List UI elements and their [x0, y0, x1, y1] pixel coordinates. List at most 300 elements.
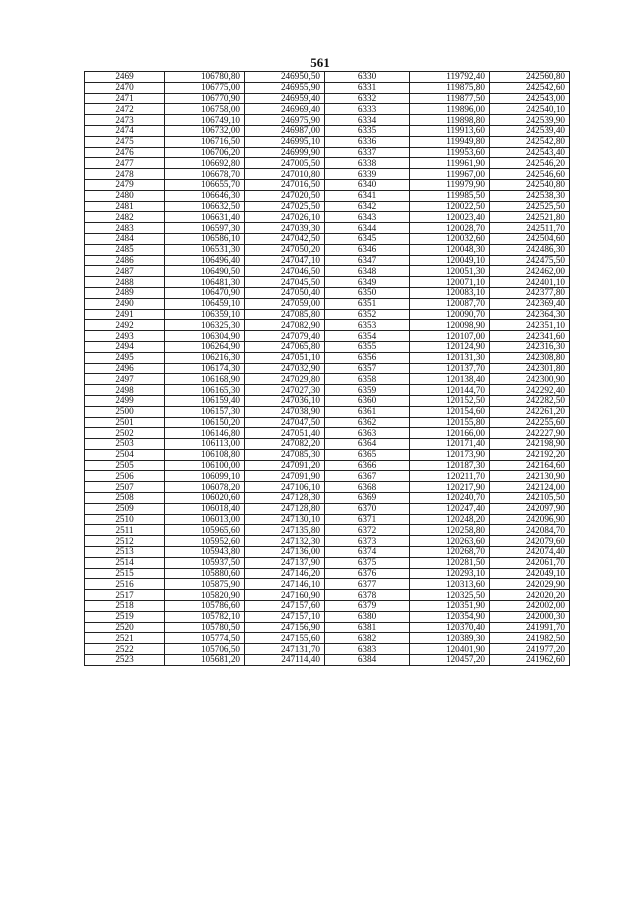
x-coordinate-left: 105880,60 — [165, 568, 245, 579]
x-coordinate-left: 106655,70 — [165, 179, 245, 190]
table-row — [85, 223, 570, 234]
x-coordinate-right: 120138,40 — [410, 374, 490, 385]
y-coordinate-right: 242096,90 — [490, 514, 570, 525]
point-number-right: 6378 — [325, 590, 410, 601]
x-coordinate-right: 119979,90 — [410, 179, 490, 190]
table-row — [85, 482, 570, 493]
y-coordinate-right: 241977,20 — [490, 644, 570, 655]
y-coordinate-right: 242020,20 — [490, 590, 570, 601]
point-number-right: 6371 — [325, 514, 410, 525]
y-coordinate-right: 242300,90 — [490, 374, 570, 385]
x-coordinate-right: 120107,00 — [410, 331, 490, 342]
point-number-right: 6338 — [325, 158, 410, 169]
point-number-right: 6366 — [325, 460, 410, 471]
x-coordinate-right: 120268,70 — [410, 547, 490, 558]
point-number-right: 6348 — [325, 266, 410, 277]
table-row — [85, 471, 570, 482]
point-number-left: 2496 — [85, 363, 165, 374]
point-number-right: 6330 — [325, 72, 410, 83]
x-coordinate-right: 120049,10 — [410, 255, 490, 266]
x-coordinate-left: 106150,20 — [165, 417, 245, 428]
x-coordinate-left: 106692,80 — [165, 158, 245, 169]
x-coordinate-left: 106100,00 — [165, 460, 245, 471]
x-coordinate-right: 119896,00 — [410, 104, 490, 115]
y-coordinate-left: 246955,90 — [245, 82, 325, 93]
point-number-right: 6368 — [325, 482, 410, 493]
x-coordinate-left: 106159,40 — [165, 395, 245, 406]
y-coordinate-left: 247079,40 — [245, 331, 325, 342]
point-number-left: 2489 — [85, 287, 165, 298]
x-coordinate-right: 119953,60 — [410, 147, 490, 158]
y-coordinate-left: 247032,90 — [245, 363, 325, 374]
y-coordinate-right: 242341,60 — [490, 331, 570, 342]
point-number-right: 6331 — [325, 82, 410, 93]
y-coordinate-left: 247132,30 — [245, 536, 325, 547]
y-coordinate-right: 242105,50 — [490, 493, 570, 504]
y-coordinate-right: 242546,20 — [490, 158, 570, 169]
point-number-right: 6383 — [325, 644, 410, 655]
table-row — [85, 93, 570, 104]
point-number-left: 2521 — [85, 633, 165, 644]
table-row — [85, 201, 570, 212]
table-row — [85, 233, 570, 244]
x-coordinate-right: 119898,80 — [410, 115, 490, 126]
point-number-left: 2500 — [85, 406, 165, 417]
x-coordinate-left: 106165,30 — [165, 385, 245, 396]
y-coordinate-right: 242227,90 — [490, 428, 570, 439]
point-number-right: 6372 — [325, 525, 410, 536]
point-number-left: 2484 — [85, 233, 165, 244]
point-number-left: 2516 — [85, 579, 165, 590]
x-coordinate-right: 120098,90 — [410, 320, 490, 331]
x-coordinate-right: 120124,90 — [410, 341, 490, 352]
table-row — [85, 536, 570, 547]
y-coordinate-left: 246950,50 — [245, 72, 325, 83]
point-number-left: 2495 — [85, 352, 165, 363]
y-coordinate-right: 242316,30 — [490, 341, 570, 352]
y-coordinate-left: 247156,90 — [245, 622, 325, 633]
x-coordinate-left: 106780,80 — [165, 72, 245, 83]
point-number-left: 2475 — [85, 136, 165, 147]
point-number-right: 6337 — [325, 147, 410, 158]
y-coordinate-left: 247010,80 — [245, 169, 325, 180]
point-number-left: 2502 — [85, 428, 165, 439]
y-coordinate-left: 247026,10 — [245, 212, 325, 223]
x-coordinate-right: 120248,20 — [410, 514, 490, 525]
y-coordinate-right: 242029,90 — [490, 579, 570, 590]
point-number-left: 2507 — [85, 482, 165, 493]
point-number-left: 2515 — [85, 568, 165, 579]
x-coordinate-left: 106531,30 — [165, 244, 245, 255]
y-coordinate-left: 247038,90 — [245, 406, 325, 417]
y-coordinate-right: 242074,40 — [490, 547, 570, 558]
y-coordinate-left: 247051,10 — [245, 352, 325, 363]
table-row — [85, 82, 570, 93]
point-number-left: 2478 — [85, 169, 165, 180]
table-row — [85, 179, 570, 190]
table-row — [85, 428, 570, 439]
x-coordinate-right: 120048,30 — [410, 244, 490, 255]
table-row — [85, 244, 570, 255]
x-coordinate-left: 106470,90 — [165, 287, 245, 298]
table-row — [85, 449, 570, 460]
point-number-right: 6350 — [325, 287, 410, 298]
x-coordinate-left: 106586,10 — [165, 233, 245, 244]
x-coordinate-right: 120325,50 — [410, 590, 490, 601]
x-coordinate-left: 106078,20 — [165, 482, 245, 493]
table-row — [85, 104, 570, 115]
x-coordinate-left: 106481,30 — [165, 277, 245, 288]
point-number-right: 6336 — [325, 136, 410, 147]
point-number-right: 6355 — [325, 341, 410, 352]
x-coordinate-left: 106758,00 — [165, 104, 245, 115]
table-row — [85, 363, 570, 374]
point-number-left: 2503 — [85, 439, 165, 450]
point-number-right: 6345 — [325, 233, 410, 244]
y-coordinate-right: 242525,50 — [490, 201, 570, 212]
table-row — [85, 309, 570, 320]
point-number-right: 6377 — [325, 579, 410, 590]
x-coordinate-left: 106359,10 — [165, 309, 245, 320]
x-coordinate-right: 119875,80 — [410, 82, 490, 93]
x-coordinate-right: 120131,30 — [410, 352, 490, 363]
point-number-left: 2483 — [85, 223, 165, 234]
y-coordinate-left: 247051,40 — [245, 428, 325, 439]
y-coordinate-left: 247050,20 — [245, 244, 325, 255]
y-coordinate-right: 242546,60 — [490, 169, 570, 180]
table-row — [85, 395, 570, 406]
x-coordinate-right: 120022,50 — [410, 201, 490, 212]
x-coordinate-left: 106716,50 — [165, 136, 245, 147]
x-coordinate-right: 120370,40 — [410, 622, 490, 633]
x-coordinate-left: 106168,90 — [165, 374, 245, 385]
point-number-right: 6363 — [325, 428, 410, 439]
x-coordinate-left: 106678,70 — [165, 169, 245, 180]
y-coordinate-left: 247131,70 — [245, 644, 325, 655]
point-number-right: 6384 — [325, 655, 410, 666]
x-coordinate-left: 105782,10 — [165, 611, 245, 622]
x-coordinate-left: 106174,30 — [165, 363, 245, 374]
point-number-left: 2509 — [85, 503, 165, 514]
x-coordinate-left: 106157,30 — [165, 406, 245, 417]
x-coordinate-left: 105952,60 — [165, 536, 245, 547]
point-number-left: 2520 — [85, 622, 165, 633]
table-row — [85, 590, 570, 601]
point-number-right: 6382 — [325, 633, 410, 644]
x-coordinate-right: 119949,80 — [410, 136, 490, 147]
x-coordinate-left: 106597,30 — [165, 223, 245, 234]
y-coordinate-left: 247020,50 — [245, 190, 325, 201]
x-coordinate-right: 119967,00 — [410, 169, 490, 180]
table-row — [85, 493, 570, 504]
point-number-right: 6352 — [325, 309, 410, 320]
y-coordinate-right: 242261,20 — [490, 406, 570, 417]
x-coordinate-right: 120166,00 — [410, 428, 490, 439]
y-coordinate-left: 247146,10 — [245, 579, 325, 590]
point-number-right: 6343 — [325, 212, 410, 223]
x-coordinate-left: 106770,90 — [165, 93, 245, 104]
x-coordinate-left: 106216,30 — [165, 352, 245, 363]
point-number-right: 6359 — [325, 385, 410, 396]
point-number-left: 2485 — [85, 244, 165, 255]
y-coordinate-left: 247128,30 — [245, 493, 325, 504]
point-number-left: 2498 — [85, 385, 165, 396]
point-number-right: 6361 — [325, 406, 410, 417]
x-coordinate-right: 120240,70 — [410, 493, 490, 504]
y-coordinate-left: 247106,10 — [245, 482, 325, 493]
point-number-left: 2476 — [85, 147, 165, 158]
x-coordinate-left: 106459,10 — [165, 298, 245, 309]
x-coordinate-right: 120137,70 — [410, 363, 490, 374]
x-coordinate-right: 120258,80 — [410, 525, 490, 536]
y-coordinate-left: 247135,80 — [245, 525, 325, 536]
y-coordinate-left: 247146,20 — [245, 568, 325, 579]
y-coordinate-left: 247050,40 — [245, 287, 325, 298]
point-number-right: 6341 — [325, 190, 410, 201]
point-number-right: 6364 — [325, 439, 410, 450]
y-coordinate-right: 241982,50 — [490, 633, 570, 644]
x-coordinate-left: 106018,40 — [165, 503, 245, 514]
x-coordinate-left: 106113,00 — [165, 439, 245, 450]
table-row — [85, 147, 570, 158]
table-row — [85, 406, 570, 417]
point-number-left: 2512 — [85, 536, 165, 547]
point-number-right: 6381 — [325, 622, 410, 633]
point-number-right: 6373 — [325, 536, 410, 547]
table-row — [85, 158, 570, 169]
table-row — [85, 622, 570, 633]
table-row — [85, 298, 570, 309]
y-coordinate-left: 247157,60 — [245, 601, 325, 612]
y-coordinate-left: 247128,80 — [245, 503, 325, 514]
y-coordinate-right: 242542,80 — [490, 136, 570, 147]
point-number-left: 2513 — [85, 547, 165, 558]
point-number-left: 2488 — [85, 277, 165, 288]
y-coordinate-left: 247045,50 — [245, 277, 325, 288]
point-number-right: 6334 — [325, 115, 410, 126]
y-coordinate-right: 242351,10 — [490, 320, 570, 331]
table-row — [85, 503, 570, 514]
x-coordinate-right: 120152,50 — [410, 395, 490, 406]
point-number-right: 6369 — [325, 493, 410, 504]
x-coordinate-left: 105780,50 — [165, 622, 245, 633]
y-coordinate-right: 242540,10 — [490, 104, 570, 115]
point-number-left: 2499 — [85, 395, 165, 406]
x-coordinate-right: 120351,90 — [410, 601, 490, 612]
x-coordinate-right: 120028,70 — [410, 223, 490, 234]
table-row — [85, 525, 570, 536]
x-coordinate-right: 120401,90 — [410, 644, 490, 655]
x-coordinate-right: 120187,30 — [410, 460, 490, 471]
point-number-left: 2486 — [85, 255, 165, 266]
table-row — [85, 579, 570, 590]
x-coordinate-left: 106496,40 — [165, 255, 245, 266]
y-coordinate-left: 247160,90 — [245, 590, 325, 601]
point-number-right: 6375 — [325, 557, 410, 568]
table-row — [85, 601, 570, 612]
x-coordinate-left: 106632,50 — [165, 201, 245, 212]
x-coordinate-left: 106013,00 — [165, 514, 245, 525]
point-number-left: 2490 — [85, 298, 165, 309]
y-coordinate-right: 242364,30 — [490, 309, 570, 320]
y-coordinate-left: 246959,40 — [245, 93, 325, 104]
point-number-left: 2491 — [85, 309, 165, 320]
y-coordinate-left: 246995,10 — [245, 136, 325, 147]
x-coordinate-right: 120090,70 — [410, 309, 490, 320]
table-row — [85, 169, 570, 180]
table-row — [85, 568, 570, 579]
y-coordinate-right: 242198,90 — [490, 439, 570, 450]
x-coordinate-right: 120281,50 — [410, 557, 490, 568]
y-coordinate-right: 242255,60 — [490, 417, 570, 428]
x-coordinate-left: 106146,80 — [165, 428, 245, 439]
table-row — [85, 287, 570, 298]
point-number-left: 2514 — [85, 557, 165, 568]
y-coordinate-right: 242543,00 — [490, 93, 570, 104]
y-coordinate-right: 242475,50 — [490, 255, 570, 266]
x-coordinate-left: 105786,60 — [165, 601, 245, 612]
y-coordinate-left: 247082,20 — [245, 439, 325, 450]
x-coordinate-left: 106020,60 — [165, 493, 245, 504]
y-coordinate-right: 242079,60 — [490, 536, 570, 547]
y-coordinate-right: 242560,80 — [490, 72, 570, 83]
point-number-right: 6362 — [325, 417, 410, 428]
x-coordinate-right: 119877,50 — [410, 93, 490, 104]
point-number-left: 2519 — [85, 611, 165, 622]
y-coordinate-right: 242192,20 — [490, 449, 570, 460]
table-row — [85, 136, 570, 147]
table-row — [85, 255, 570, 266]
y-coordinate-right: 242130,90 — [490, 471, 570, 482]
point-number-left: 2493 — [85, 331, 165, 342]
y-coordinate-left: 247091,90 — [245, 471, 325, 482]
table-row — [85, 125, 570, 136]
x-coordinate-right: 120217,90 — [410, 482, 490, 493]
table-row — [85, 547, 570, 558]
point-number-left: 2479 — [85, 179, 165, 190]
x-coordinate-left: 106749,10 — [165, 115, 245, 126]
x-coordinate-left: 106490,50 — [165, 266, 245, 277]
point-number-left: 2511 — [85, 525, 165, 536]
x-coordinate-left: 106325,30 — [165, 320, 245, 331]
x-coordinate-left: 105875,90 — [165, 579, 245, 590]
y-coordinate-right: 242539,40 — [490, 125, 570, 136]
y-coordinate-right: 242282,50 — [490, 395, 570, 406]
table-row — [85, 633, 570, 644]
y-coordinate-left: 247114,40 — [245, 655, 325, 666]
table-row — [85, 557, 570, 568]
table-row — [85, 611, 570, 622]
point-number-right: 6379 — [325, 601, 410, 612]
y-coordinate-right: 242401,10 — [490, 277, 570, 288]
y-coordinate-left: 247136,00 — [245, 547, 325, 558]
y-coordinate-left: 247029,80 — [245, 374, 325, 385]
x-coordinate-right: 120247,40 — [410, 503, 490, 514]
point-number-right: 6344 — [325, 223, 410, 234]
x-coordinate-right: 119985,50 — [410, 190, 490, 201]
y-coordinate-right: 242542,60 — [490, 82, 570, 93]
y-coordinate-right: 242084,70 — [490, 525, 570, 536]
page-number: 561 — [310, 55, 330, 70]
point-number-right: 6340 — [325, 179, 410, 190]
point-number-right: 6370 — [325, 503, 410, 514]
point-number-left: 2470 — [85, 82, 165, 93]
point-number-left: 2523 — [85, 655, 165, 666]
x-coordinate-right: 119913,60 — [410, 125, 490, 136]
point-number-left: 2510 — [85, 514, 165, 525]
x-coordinate-right: 120144,70 — [410, 385, 490, 396]
point-number-left: 2482 — [85, 212, 165, 223]
table-row — [85, 320, 570, 331]
y-coordinate-left: 247005,50 — [245, 158, 325, 169]
x-coordinate-right: 119792,40 — [410, 72, 490, 83]
x-coordinate-right: 120389,30 — [410, 633, 490, 644]
y-coordinate-right: 242538,30 — [490, 190, 570, 201]
y-coordinate-right: 242486,30 — [490, 244, 570, 255]
x-coordinate-left: 105965,60 — [165, 525, 245, 536]
x-coordinate-right: 120173,90 — [410, 449, 490, 460]
point-number-left: 2504 — [85, 449, 165, 460]
point-number-left: 2492 — [85, 320, 165, 331]
x-coordinate-left: 106264,90 — [165, 341, 245, 352]
point-number-left: 2508 — [85, 493, 165, 504]
point-number-right: 6347 — [325, 255, 410, 266]
table-row — [85, 277, 570, 288]
y-coordinate-left: 247082,90 — [245, 320, 325, 331]
point-number-right: 6360 — [325, 395, 410, 406]
y-coordinate-left: 247047,50 — [245, 417, 325, 428]
point-number-left: 2473 — [85, 115, 165, 126]
y-coordinate-right: 242543,40 — [490, 147, 570, 158]
x-coordinate-right: 120154,60 — [410, 406, 490, 417]
coordinates-table-body — [85, 72, 570, 666]
table-row — [85, 352, 570, 363]
point-number-right: 6342 — [325, 201, 410, 212]
table-row — [85, 212, 570, 223]
x-coordinate-left: 106732,00 — [165, 125, 245, 136]
point-number-right: 6353 — [325, 320, 410, 331]
point-number-left: 2505 — [85, 460, 165, 471]
y-coordinate-right: 242369,40 — [490, 298, 570, 309]
point-number-right: 6358 — [325, 374, 410, 385]
x-coordinate-left: 106631,40 — [165, 212, 245, 223]
coordinates-table — [84, 71, 570, 666]
x-coordinate-left: 106099,10 — [165, 471, 245, 482]
y-coordinate-right: 242002,00 — [490, 601, 570, 612]
table-row — [85, 331, 570, 342]
point-number-left: 2477 — [85, 158, 165, 169]
x-coordinate-left: 106108,80 — [165, 449, 245, 460]
point-number-right: 6332 — [325, 93, 410, 104]
point-number-right: 6346 — [325, 244, 410, 255]
x-coordinate-left: 106304,90 — [165, 331, 245, 342]
table-row — [85, 385, 570, 396]
x-coordinate-left: 105774,50 — [165, 633, 245, 644]
table-row — [85, 460, 570, 471]
y-coordinate-right: 241991,70 — [490, 622, 570, 633]
y-coordinate-left: 247085,30 — [245, 449, 325, 460]
point-number-left: 2517 — [85, 590, 165, 601]
point-number-left: 2501 — [85, 417, 165, 428]
point-number-left: 2480 — [85, 190, 165, 201]
point-number-right: 6367 — [325, 471, 410, 482]
point-number-right: 6374 — [325, 547, 410, 558]
y-coordinate-left: 247155,60 — [245, 633, 325, 644]
x-coordinate-right: 120313,60 — [410, 579, 490, 590]
point-number-right: 6356 — [325, 352, 410, 363]
table-row — [85, 439, 570, 450]
y-coordinate-right: 242292,40 — [490, 385, 570, 396]
